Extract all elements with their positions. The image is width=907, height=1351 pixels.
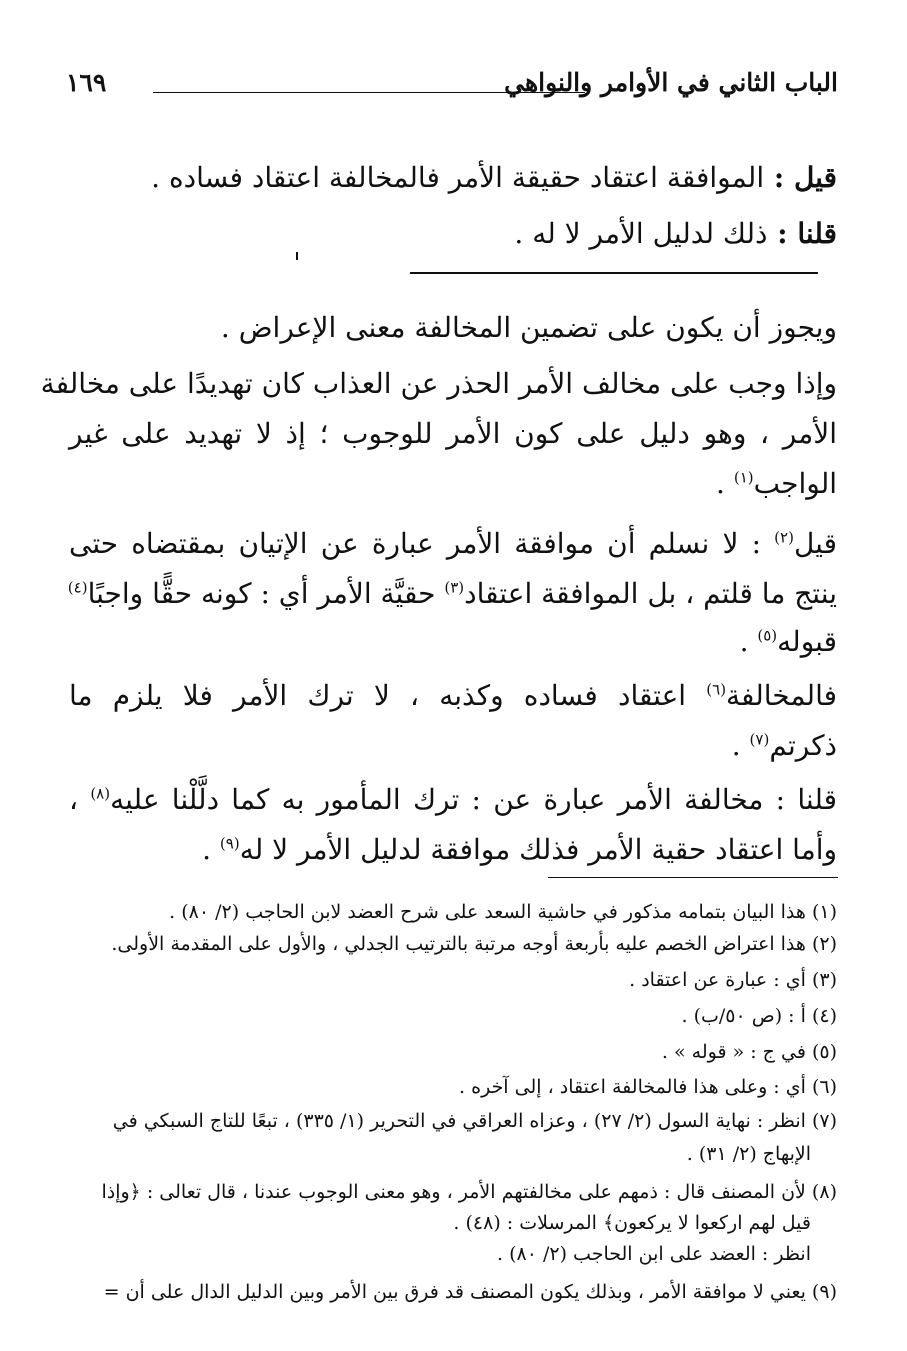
footnote-ref-6: (٦): [706, 680, 727, 699]
footnote-ref-9: (٩): [219, 834, 240, 853]
paragraph-4-line-2: [69, 726, 837, 766]
footnote-7-line-1: (٧) انظر : نهاية السول (٢/ ٢٧) ، وعزاه العراقي في التحرير (١/ ٣٣٥) ، تبعًا للتاج السبكي في: [112, 1110, 837, 1132]
chapter-title: الباب الثاني في الأوامر والنواهي: [504, 68, 838, 97]
paragraph-1: ويجوز أن يكون على تضمين المخالفة معنى الإعراض .: [220, 311, 837, 344]
paragraph-2-line-1: وإذا وجب على مخالف الأمر الحذر عن العذاب كان تهديدًا على مخالفة: [40, 367, 837, 400]
paragraph-5-line-1: [69, 780, 837, 820]
paragraph-4-line-1: [69, 676, 837, 716]
footnote-5: (٥) في ج : « قوله » .: [661, 1041, 837, 1063]
text-span: .: [731, 729, 750, 762]
page-number: ١٦٩: [66, 68, 107, 97]
text-span: قبوله: [777, 625, 837, 658]
qila-label: قيل :: [764, 161, 837, 194]
footnote-4: (٤) أ : (ص ٥٠/ب) .: [681, 1005, 837, 1027]
footnote-separator: [548, 877, 838, 878]
paragraph-2-line-2: الأمر ، وهو دليل على كون الأمر للوجوب ؛ إذ لا تهديد على غير: [69, 417, 837, 450]
text-span: : لا نسلم أن موافقة الأمر عبارة عن الإتيان بمقتضاه حتى: [69, 527, 775, 560]
footnote-ref-5: (٥): [757, 626, 778, 645]
footnote-7-line-2: الإبهاج (٢/ ٣١) .: [686, 1143, 811, 1165]
text-span: قيل: [793, 527, 837, 560]
header-rule: [153, 92, 585, 93]
objection-line: [151, 158, 837, 198]
footnote-1: (١) هذا البيان بتمامه مذكور في حاشية السعد على شرح العضد لابن الحاجب (٢/ ٨٠) .: [169, 901, 837, 923]
text-span: وأما اعتقاد حقية الأمر فذلك موافقة لدليل الأمر لا له: [239, 833, 837, 866]
footnote-ref-2: (٢): [774, 528, 794, 547]
text-span: اعتقاد فساده وكذبه ، لا ترك الأمر فلا يلزم ما: [69, 679, 707, 712]
text-span: ذكرتم: [769, 729, 837, 762]
text-span: فالمخالفة: [726, 679, 837, 712]
reply-text: ذلك لدليل الأمر لا له .: [514, 217, 768, 250]
footnote-8-line-1: (٨) لأن المصنف قال : ذمهم على مخالفتهم الأمر ، وهو معنى الوجوب عندنا ، قال تعالى : ﴿وإذا: [101, 1181, 837, 1203]
paragraph-3-line-3: [69, 622, 837, 662]
text-span: ،: [69, 783, 91, 816]
footnote-8-line-2: قيل لهم اركعوا لا يركعون﴾ المرسلات : (٤٨) .: [453, 1212, 811, 1234]
paragraph-2-line-3: [69, 464, 837, 504]
footnote-ref-4: (٤): [67, 578, 88, 597]
footnote-ref-3: (٣): [444, 578, 465, 597]
footnote-2: (٢) هذا اعتراض الخصم عليه بأربعة أوجه مرتبة بالترتيب الجدلي ، والأول على المقدمة الأولى.: [111, 933, 837, 955]
text-span: .: [739, 625, 758, 658]
footnote-8-line-3: انظر : العضد على ابن الحاجب (٢/ ٨٠) .: [497, 1243, 811, 1265]
footnote-ref-8: (٨): [90, 784, 111, 803]
text-span: حقيَّة الأمر أي : كونه حقًّا واجبًا: [87, 577, 445, 610]
footnote-9: (٩) يعني لا موافقة الأمر ، وبذلك يكون المصنف قد فرق بين الأمر وبين الدليل الدال على أن =: [103, 1281, 837, 1303]
footnote-ref-7: (٧): [749, 730, 770, 749]
footnote-ref-1: (١): [733, 468, 754, 487]
text-span: الواجب: [753, 467, 837, 500]
text-span: .: [202, 833, 220, 866]
paragraph-3-line-1: [69, 524, 837, 564]
paragraph-5-line-2: [69, 830, 837, 870]
tick-mark: [296, 252, 298, 260]
text-span: قلنا : مخالفة الأمر عبارة عن : ترك المأمور به كما دلَّلْنا عليه: [110, 783, 838, 816]
text-span: .: [716, 467, 734, 500]
reply-line: [187, 214, 837, 254]
objection-text: الموافقة اعتقاد حقيقة الأمر فالمخالفة اعتقاد فساده .: [151, 161, 765, 194]
running-header: [66, 68, 838, 108]
qulna-label: قلنا :: [767, 217, 837, 250]
footnote-6: (٦) أي : وعلى هذا فالمخالفة اعتقاد ، إلى آخره .: [459, 1076, 837, 1098]
text-span: ينتج ما قلتم ، بل الموافقة اعتقاد: [464, 577, 837, 610]
section-separator: [410, 272, 818, 274]
footnote-3: (٣) أي : عبارة عن اعتقاد .: [629, 969, 837, 991]
paragraph-3-line-2: [69, 574, 837, 614]
